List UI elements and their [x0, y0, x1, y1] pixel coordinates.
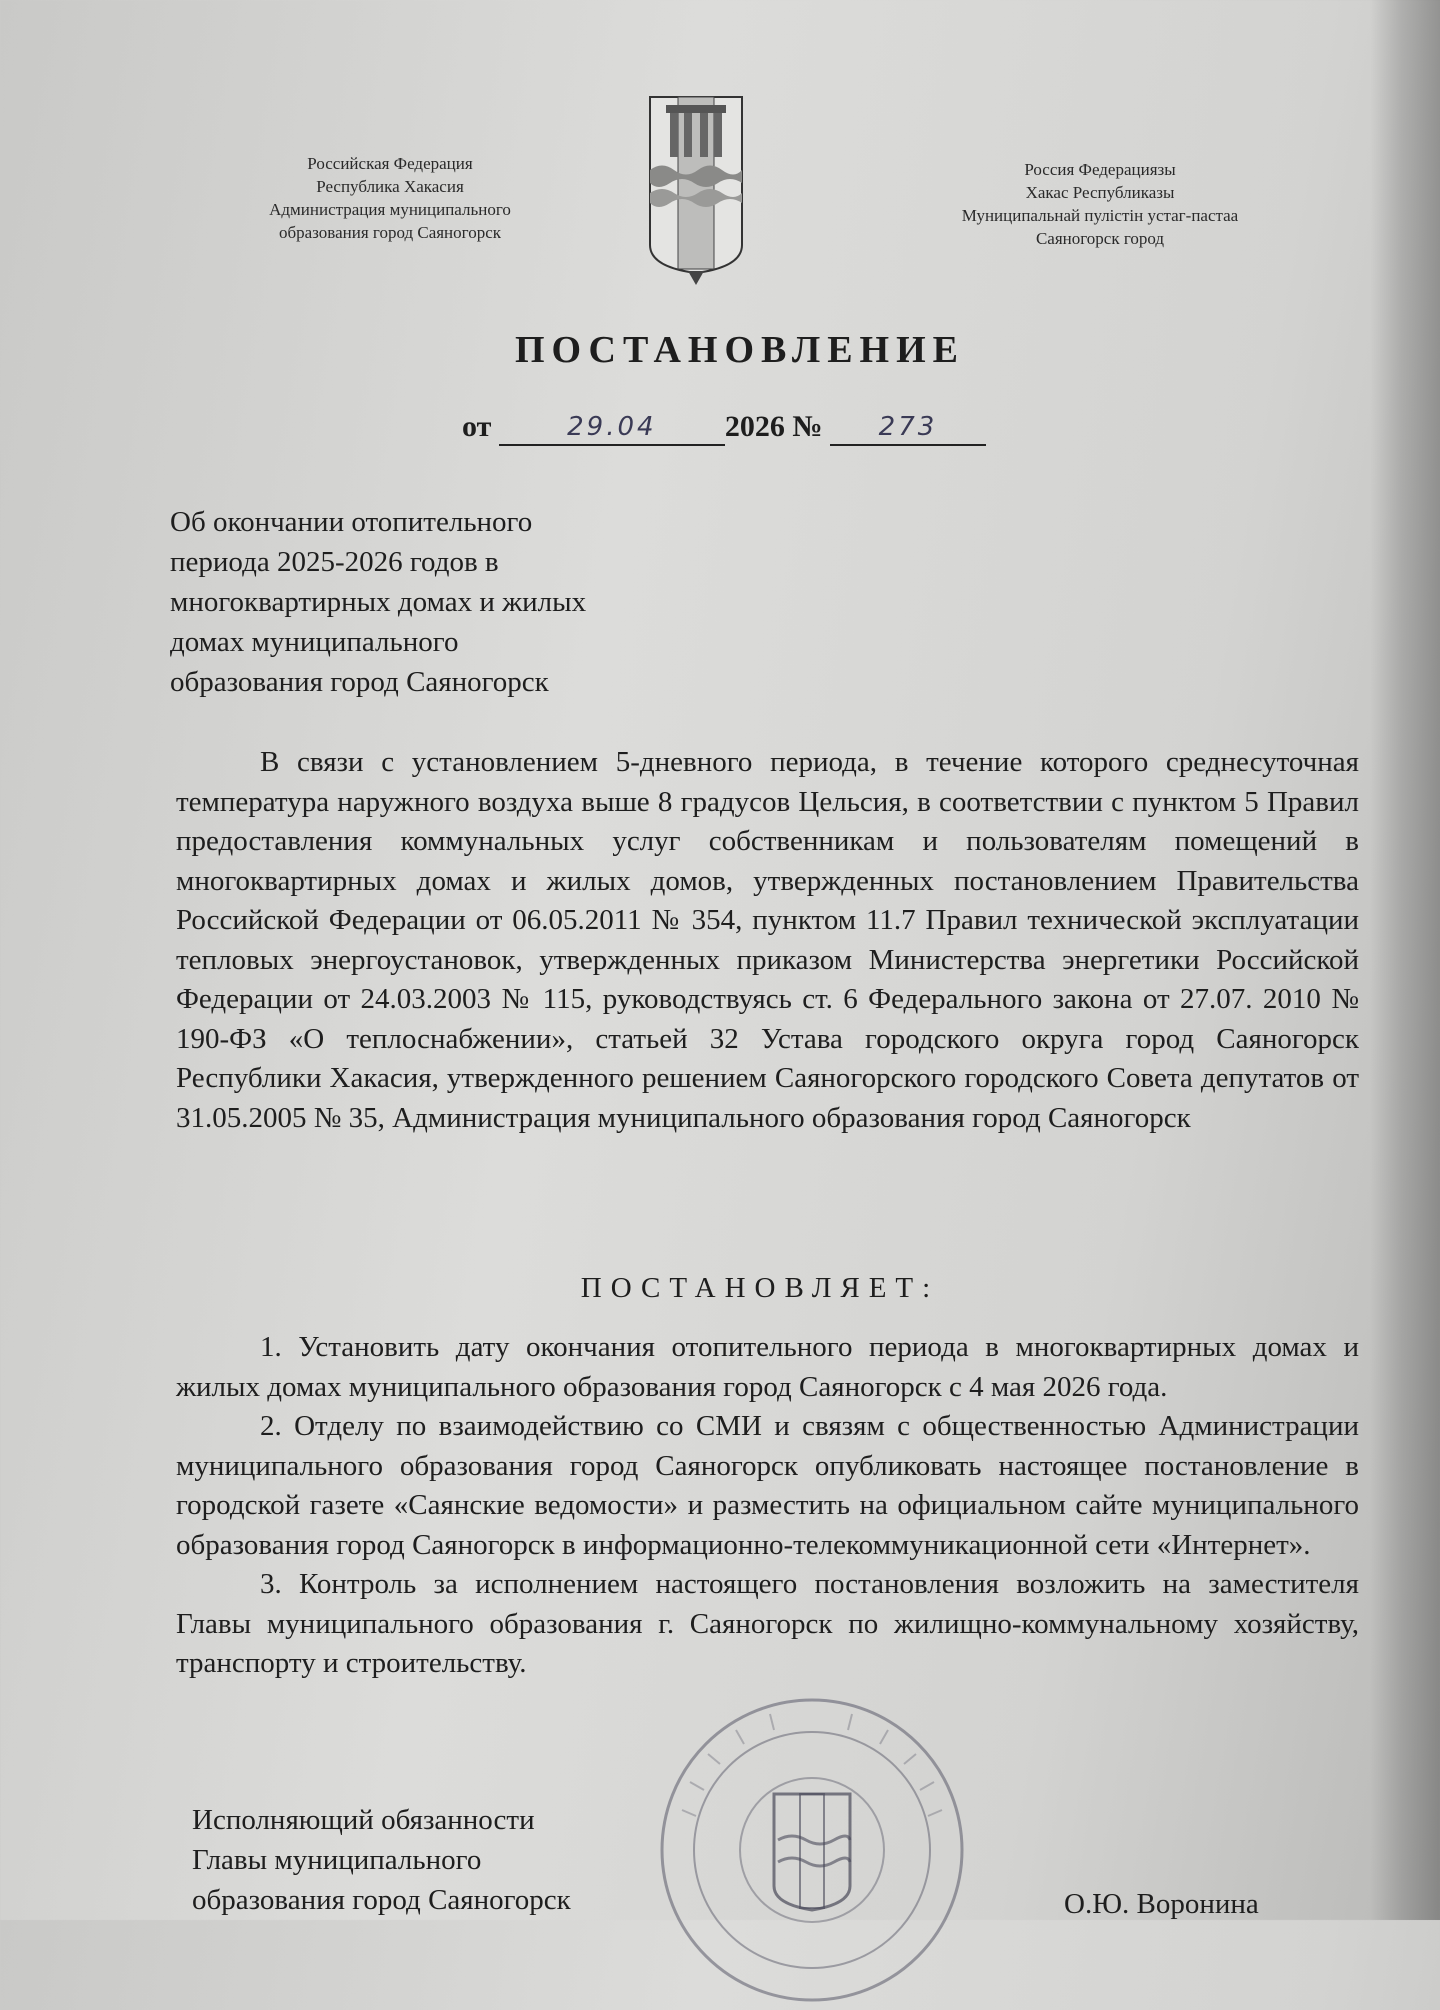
handwritten-date: 29.04: [567, 412, 657, 442]
date-blank: [499, 410, 725, 446]
decree-item: 3. Контроль за исполнением настоящего постановления возложить на заместителя Главы муниципального образования г. Саяногорск по жилищно-коммунальному хозяйству, транспорту и строительству.: [176, 1568, 1359, 1679]
header-right-line: Хакас Республиказы: [1025, 183, 1175, 202]
date-number-line: [462, 410, 986, 446]
header-left-block: [230, 152, 550, 244]
decree-items: [176, 1328, 1359, 1684]
header-right-line: Россия Федерациязы: [1024, 160, 1176, 179]
subject-line: Об окончании отопительного: [170, 506, 533, 538]
year: 2026: [724, 410, 785, 443]
subject-line: образования город Саяногорск: [170, 666, 549, 698]
preamble-paragraph: В связи с установлением 5-дневного периода, в течение которого среднесуточная температура наружного воздуха выше 8 градусов Цельсия, в соответствии с пунктом 5 Правил предоставления коммунальных услуг собственникам и пользователям помещений в многоквартирных домах и жилых домов, утвержденных постановлением Правительства Российской Федерации от 06.05.2011 № 354, пунктом 11.7 Правил технической эксплуатации тепловых энергоустановок, утвержденных приказом Министерства энергетики Российской Федерации от 24.03.2003 № 115, руководствуясь ст. 6 Федерального закона от 27.07. 2010 № 190-ФЗ «О теплоснабжении», статьей 32 Устава городского округа город Саяногорск Республики Хакасия, утвержденного решением Саяногорского городского Совета депутатов от 31.05.2005 № 35, Администрация муниципального образования город Саяногорск: [176, 746, 1359, 1134]
document-title: ПОСТАНОВЛЕНИЕ: [514, 329, 966, 371]
document-subject: [170, 502, 730, 702]
signature-line: Исполняющий обязанности: [192, 1804, 535, 1836]
decree-item: 1. Установить дату окончания отопительного периода в многоквартирных домах и жилых домах муниципального образования город Саяногорск с 4 мая 2026 года.: [176, 1331, 1359, 1403]
header-left-line: Администрация муниципального: [269, 200, 511, 219]
signatory-name: О.Ю. Воронина: [1064, 1888, 1259, 1920]
page-edge-shadow: [1370, 0, 1440, 1920]
preamble-block: [176, 743, 1359, 1138]
signature-line: Главы муниципального: [192, 1844, 482, 1876]
header-left-line: Российская Федерация: [307, 154, 473, 173]
date-prefix: от: [462, 410, 492, 443]
subject-line: многоквартирных домах и жилых: [170, 586, 587, 618]
subject-line: периода 2025-2026 годов в: [170, 546, 499, 578]
decree-item: 2. Отделу по взаимодействию со СМИ и связям с общественностью Администрации муниципального образования город Саяногорск опубликовать настоящее постановление в городской газете «Саянские ведомости» и разместить на официальном сайте муниципального образования город Саяногорск в информационно-телекоммуникационной сети «Интернет».: [176, 1410, 1359, 1561]
signature-position: [192, 1800, 652, 1920]
header-left-line: Республика Хакасия: [316, 177, 464, 196]
header-right-line: Саяногорск город: [1035, 229, 1165, 248]
coat-of-arms-icon: [648, 95, 744, 287]
header-left-line: образования город Саяногорск: [278, 223, 502, 242]
number-sign: №: [792, 410, 823, 443]
header-right-line: Муниципальнай пулiстiн устаг-пастаа: [961, 206, 1239, 225]
number-blank: [830, 410, 986, 446]
subject-line: домах муниципального: [170, 626, 459, 658]
header-right-block: [920, 158, 1280, 250]
handwritten-number: 273: [878, 412, 938, 442]
signature-line: образования город Саяногорск: [192, 1884, 571, 1916]
decree-heading: ПОСТАНОВЛЯЕТ:: [580, 1272, 940, 1304]
official-seal-icon: [652, 1690, 972, 2010]
